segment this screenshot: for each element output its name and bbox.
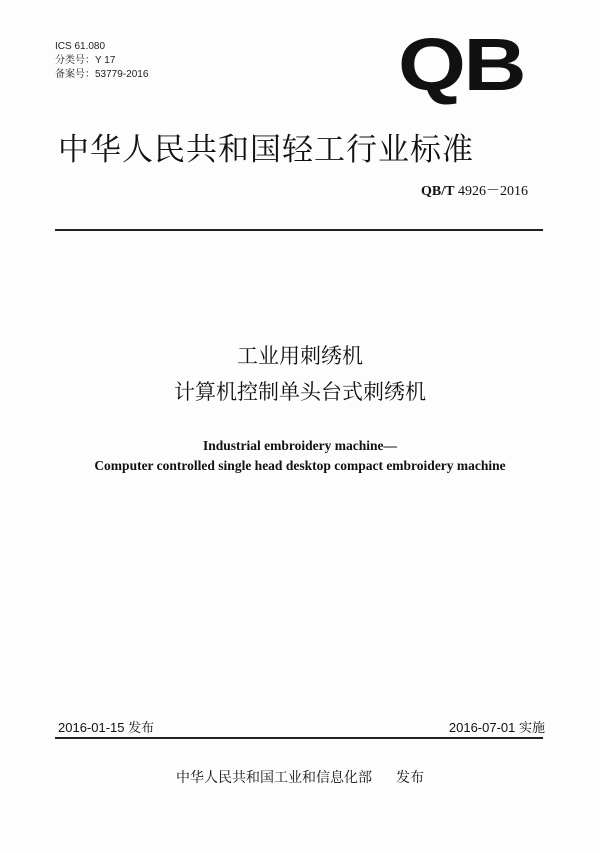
standard-number (421, 180, 528, 200)
classification-number: 分类号：Y 17 (55, 55, 116, 66)
top-divider (55, 229, 543, 231)
ics-code: ICS 61.080 (55, 41, 106, 52)
chinese-title-line-2: 计算机控制单头台式刺绣机 (174, 380, 426, 404)
qb-logo: QB (398, 23, 525, 106)
publisher-organization: 中华人民共和国工业和信息化部 (176, 770, 372, 786)
english-title-line-1: Industrial embroidery machine— (202, 438, 397, 453)
english-title-line-2: Computer controlled single head desktop compact embroidery machine (94, 458, 506, 473)
standard-number-prefix: QB/T (421, 184, 455, 199)
record-number: 备案号：53779-2016 (55, 69, 149, 80)
standard-number-code: 4926－2016 (454, 184, 528, 199)
implementation-date: 2016-07-01 实施 (448, 720, 545, 735)
publisher-line (0, 767, 600, 787)
bottom-divider (55, 737, 543, 739)
document-metadata (55, 40, 148, 82)
issue-date: 2016-01-15 发布 (58, 720, 155, 735)
chinese-title-line-1: 工业用刺绣机 (237, 344, 363, 368)
publisher-action: 发布 (396, 770, 424, 786)
standard-category-title: 中华人民共和国轻工行业标准 (58, 132, 474, 168)
